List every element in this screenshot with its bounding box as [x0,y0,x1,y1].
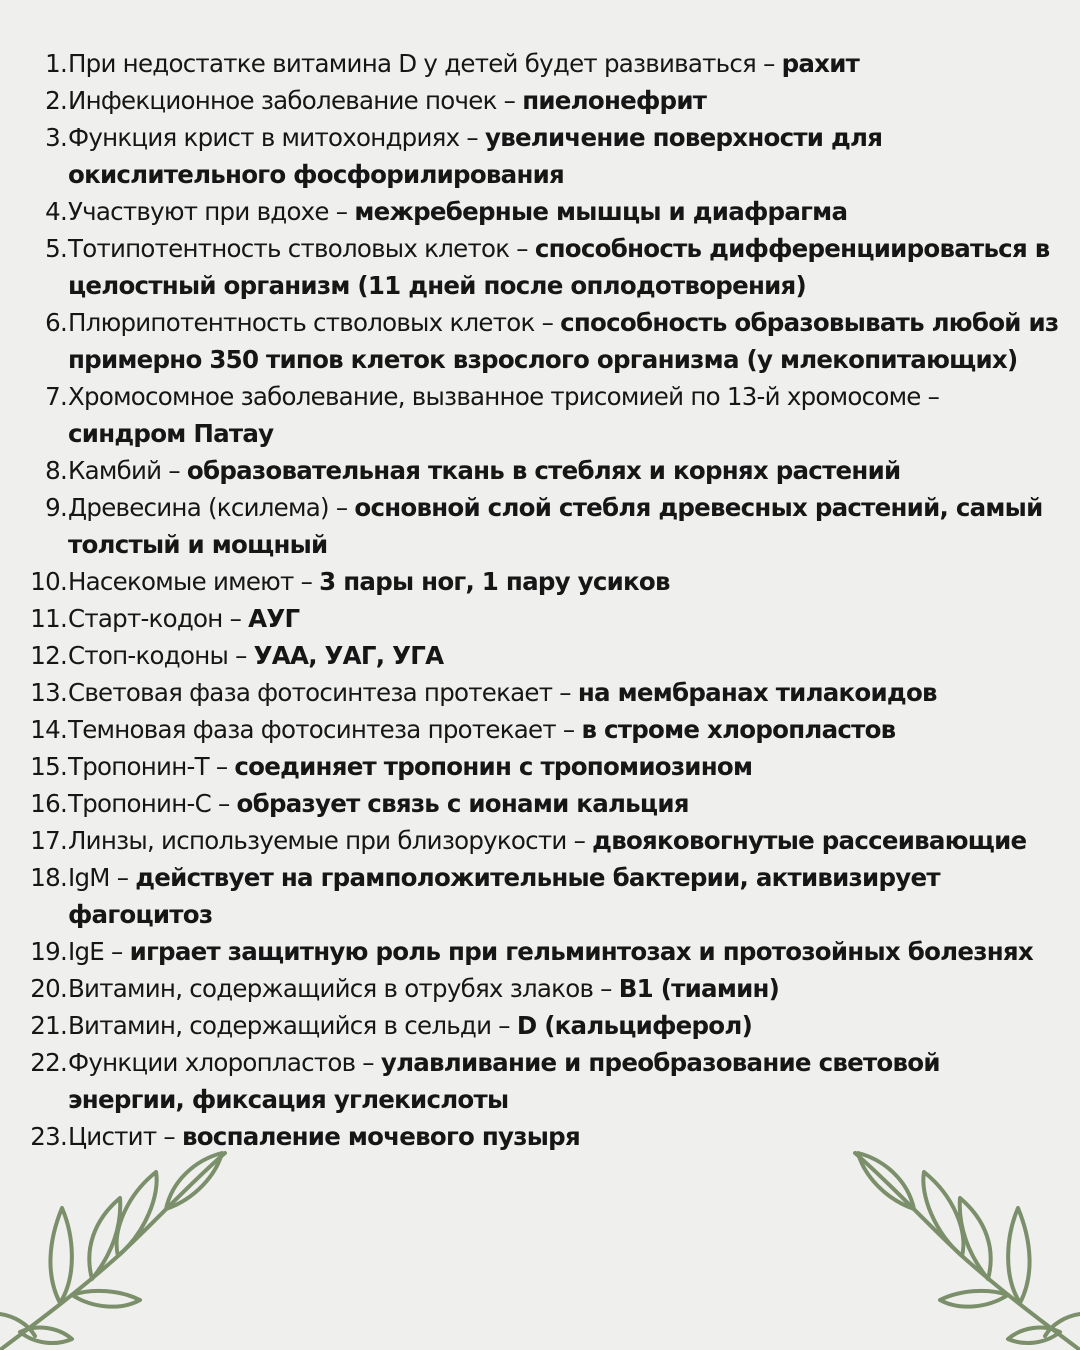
item-number: 20. [30,974,67,1003]
item-term: При недостатке витамина D у детей будет развиваться – [68,49,782,78]
item-term: Цистит – [68,1122,182,1151]
item-number: 18. [30,863,67,892]
item-number: 8. [45,456,67,485]
item-definition: АУГ [248,604,300,633]
item-number: 7. [45,382,67,411]
item-term: Старт-кодон – [68,604,249,633]
item-number: 19. [30,937,67,966]
item-definition: синдром Патау [68,419,274,448]
item-number: 10. [30,567,67,596]
item-term: Стоп-кодоны – [68,641,254,670]
item-definition: увеличение поверхности для окислительного фосфорилирования [68,123,883,189]
item-term: Витамин, содержащийся в отрубях злаков – [68,974,619,1003]
item-term: Световая фаза фотосинтеза протекает – [68,678,578,707]
item-number: 12. [30,641,67,670]
item-term: IgM – [68,863,136,892]
list-item [28,970,1060,1007]
list-item [28,563,1060,600]
item-definition: двояковогнутые рассеивающие [592,826,1027,855]
item-definition: образовательная ткань в стеблях и корнях растений [186,456,901,485]
item-number: 21. [30,1011,67,1040]
list-item [28,45,1060,82]
item-definition: основной слой стебля древесных растений, самый толстый и мощный [68,493,1043,559]
item-term: IgE – [68,937,130,966]
item-term: Функция крист в митохондриях – [68,123,485,152]
item-definition: способность дифференциироваться в целостный организм (11 дней после оплодотворения) [68,234,1050,300]
item-number: 1. [45,49,67,78]
item-definition: рахит [781,49,860,78]
list-item [28,933,1060,970]
item-term: Функции хлоропластов – [68,1048,381,1077]
item-definition: межреберные мышцы и диафрагма [354,197,848,226]
item-term: Камбий – [68,456,187,485]
item-term: Древесина (ксилема) – [68,493,355,522]
item-definition: 3 пары ног, 1 пару усиков [319,567,670,596]
item-term: Насекомые имеют – [68,567,320,596]
item-definition: D (кальциферол) [516,1011,753,1040]
olive-branch-icon [840,1150,1080,1350]
item-term: Темновая фаза фотосинтеза протекает – [68,715,582,744]
list-item [28,230,1060,304]
item-number: 17. [30,826,67,855]
list-item [28,637,1060,674]
item-definition: на мембранах тилакоидов [577,678,937,707]
item-definition: улавливание и преобразование световой энергии, фиксация углекислоты [68,1048,940,1114]
item-definition: УАА, УАГ, УГА [253,641,444,670]
olive-branch-icon [0,1150,240,1350]
list-item [28,1044,1060,1118]
list-item [28,378,1060,452]
item-definition: соединяет тропонин с тропомиозином [234,752,753,781]
item-term: Витамин, содержащийся в сельди – [68,1011,517,1040]
item-definition: пиелонефрит [522,86,707,115]
fact-list [28,45,1060,1155]
item-term: Плюрипотентность стволовых клеток – [68,308,561,337]
item-definition: воспаление мочевого пузыря [181,1122,580,1151]
item-number: 4. [45,197,67,226]
item-number: 9. [45,493,67,522]
list-item [28,785,1060,822]
list-item [28,82,1060,119]
list-item [28,748,1060,785]
item-term: Линзы, используемые при близорукости – [68,826,593,855]
item-number: 15. [30,752,67,781]
item-term: Инфекционное заболевание почек – [68,86,523,115]
item-term: Тотипотентность стволовых клеток – [68,234,535,263]
item-definition: в строме хлоропластов [581,715,896,744]
list-item [28,674,1060,711]
list-item [28,1007,1060,1044]
list-item [28,193,1060,230]
list-item [28,304,1060,378]
list-item [28,822,1060,859]
item-number: 6. [45,308,67,337]
item-number: 16. [30,789,67,818]
item-definition: образует связь с ионами кальция [236,789,689,818]
item-term: Хромосомное заболевание, вызванное трисомией по 13-й хромосоме – [68,382,940,411]
item-number: 14. [30,715,67,744]
list-item [28,452,1060,489]
item-number: 3. [45,123,67,152]
list-item [28,600,1060,637]
list-item [28,489,1060,563]
item-number: 13. [30,678,67,707]
item-term: Участвуют при вдохе – [68,197,355,226]
item-number: 5. [45,234,67,263]
item-definition: действует на грамположительные бактерии, активизирует фагоцитоз [68,863,940,929]
list-item [28,711,1060,748]
item-number: 23. [30,1122,67,1151]
item-definition: способность образовывать любой из примерно 350 типов клеток взрослого организма (у млекопитающих) [68,308,1059,374]
item-definition: B1 (тиамин) [618,974,780,1003]
item-term: Тропонин-Т – [68,752,235,781]
list-item [28,119,1060,193]
item-number: 2. [45,86,67,115]
item-number: 11. [30,604,67,633]
item-term: Тропонин-С – [68,789,237,818]
list-item [28,859,1060,933]
item-number: 22. [30,1048,67,1077]
item-definition: играет защитную роль при гельминтозах и протозойных болезнях [129,937,1033,966]
